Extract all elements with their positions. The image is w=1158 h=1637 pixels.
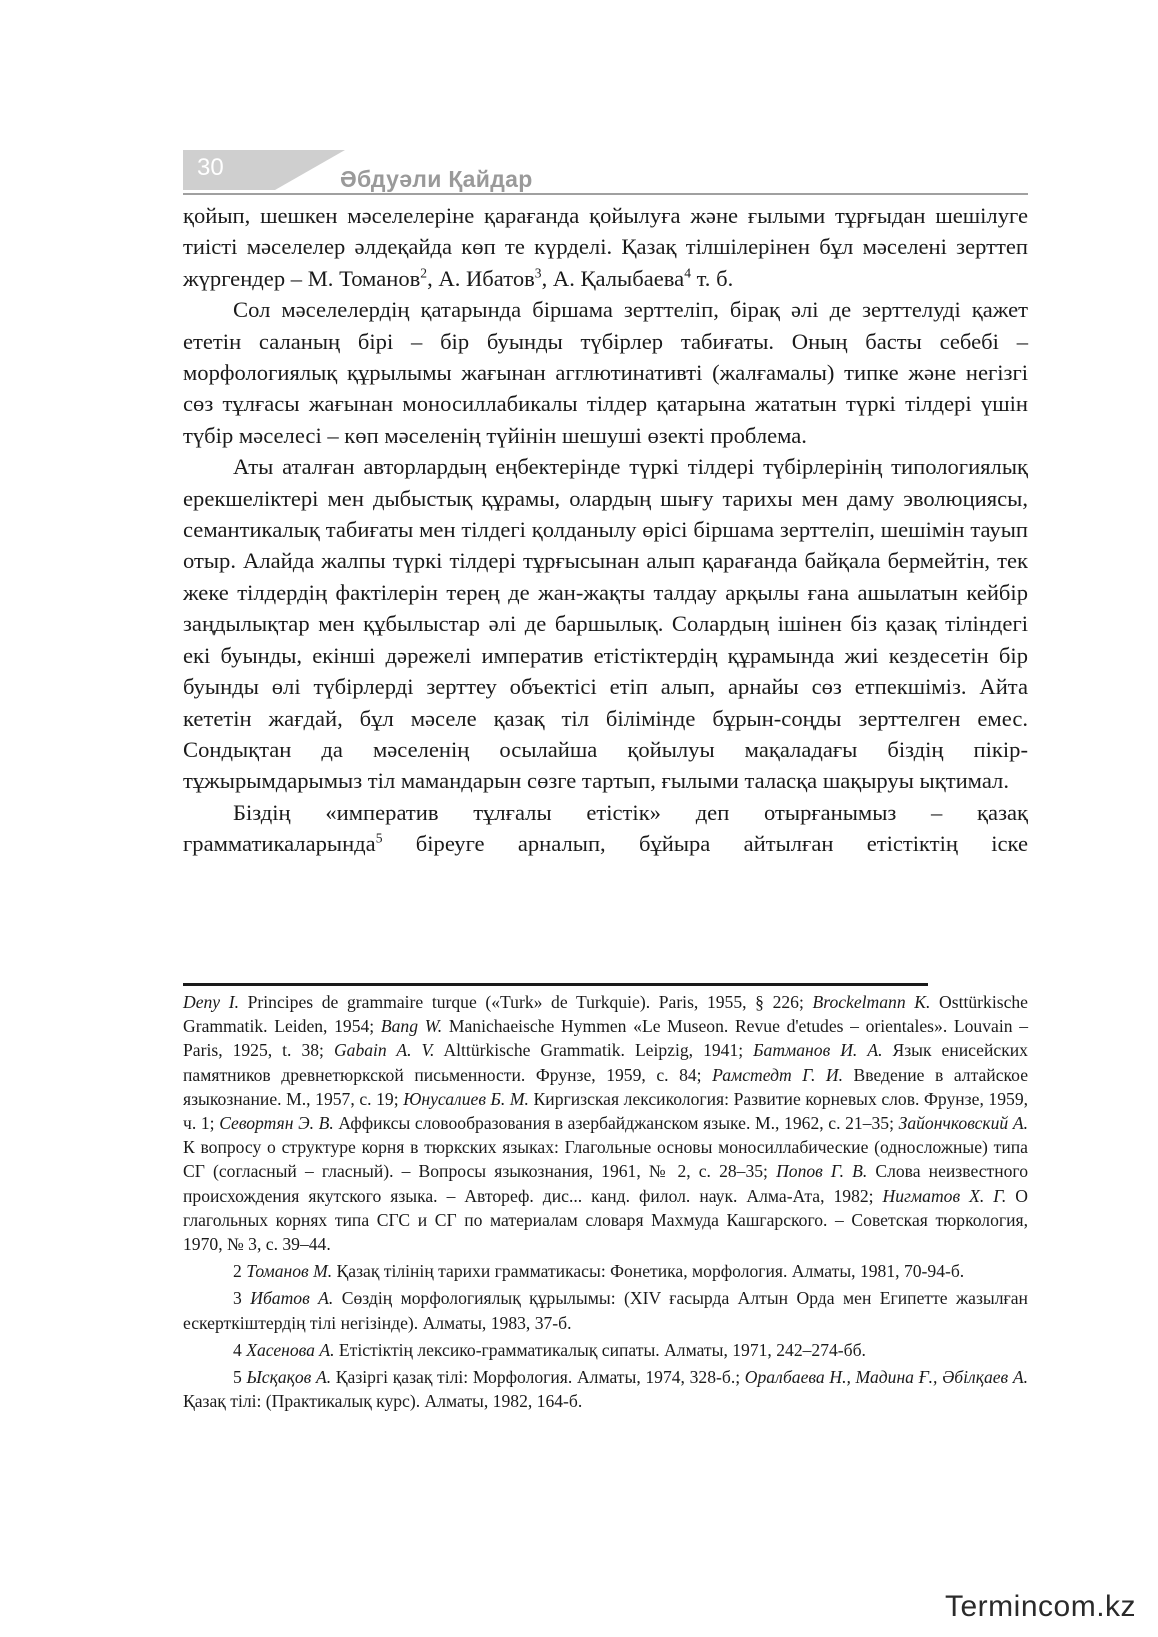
footnote-text: Manichaeische Hymmen «Le Museon. Revue d'etudes – orientales». Louvain – Paris, 1925, t. 38; [183, 1016, 1028, 1061]
footnote-text: Етістіктің лексико-грамматикалық сипаты. Алматы, 1971, 242–274-бб. [334, 1339, 866, 1360]
footnote-author: Юнусалиев Б. М. [403, 1088, 529, 1109]
footnote-ref-2[interactable]: 2 [420, 265, 428, 281]
footnote-author: Bang W. [380, 1016, 443, 1037]
footnote-3 [183, 1286, 1028, 1334]
footnote-number: 3 [233, 1288, 251, 1309]
paragraph-4-text-b: біреуге арналып, бұйыра айтылған етістіктің іске [382, 831, 1028, 857]
header-divider [183, 193, 1028, 195]
footnote-4 [183, 1338, 1028, 1362]
footnote-author: Рамстедт Г. И. [712, 1064, 843, 1085]
footnote-ref-4[interactable]: 4 [684, 265, 691, 281]
footnote-1 [183, 990, 1028, 1256]
body-text [183, 200, 1028, 860]
running-header-title: Әбдуәли Қайдар [340, 166, 533, 192]
footnote-ref-3[interactable]: 3 [534, 265, 542, 281]
footnote-text: Қазіргі қазақ тілі: Морфология. Алматы, 1974, 328-б.; [331, 1367, 745, 1388]
footnote-author: Ибатов А. [250, 1288, 334, 1309]
footnote-number: 5 [233, 1367, 247, 1388]
footnote-text: Alttürkische Grammatik. Leipzig, 1941; [434, 1040, 754, 1061]
paragraph-1 [183, 200, 1028, 294]
footnote-author: Попов Г. В. [776, 1161, 868, 1182]
paragraph-1-text-a: қойып, шешкен мәселелеріне қарағанда қойылуға және ғылыми тұрғыдан шешілуге тиісті мәселелер әлдеқайда көп те күрделі. Қазақ тілшілерінен бұл мәселені зерттеп жүргендер – М. Томанов [183, 203, 1028, 291]
footnote-text: Аффиксы словообразования в азербайджанском языке. М., 1962, с. 21–35; [333, 1113, 899, 1134]
footnote-text: Слова неизвестного происхождения якутского языка. – Автореф. дис... канд. филол. наук. Алма-Ата, 1982; [183, 1161, 1028, 1206]
footnote-author: Brockelmann K. [812, 992, 931, 1012]
footnote-author: Зайончковский А. [898, 1113, 1028, 1134]
footnote-text: Киргизская лексикология: Развитие корневых слов. Фрунзе, 1959, ч. 1; [183, 1088, 1029, 1134]
footnote-author: Томанов М. [246, 1261, 333, 1282]
footnote-number: 4 [233, 1339, 247, 1360]
footnote-text: Қазақ тілінің тарихи грамматикасы: Фонетика, морфология. Алматы, 1981, 70-94-б. [332, 1261, 965, 1282]
footnote-2 [183, 1259, 1028, 1283]
paragraph-2: Сол мәселелердің қатарында біршама зерттеліп, бірақ әлі де зерттелуді қажет ететін саланың бірі – бір буынды түбірлер табиғаты. Оның басты себебі – морфологиялық құрылымы жағынан агглютинативті (жалғамалы) типке және негізгі сөз тұлғасы жағынан моносиллабикалы тілдер қатарына жататын түркі тілдері үшін түбір мәселесі – көп мәселенің түйінін шешуші өзекті проблема. [183, 297, 1028, 448]
footnotes [183, 990, 1028, 1413]
footnote-text: Введение в алтайское языкознание. М., 1957, с. 19; [183, 1064, 1029, 1109]
paragraph-1-text-c: , А. Қалыбаева [541, 265, 685, 291]
footnote-text: Язык енисейских памятников древнетюркской письменности. Фрунзе, 1959, с. 84; [183, 1040, 1028, 1085]
paragraph-4-text-a: Біздің «императив тұлғалы етістік» деп отырғанымыз – қазақ грамматикаларында [183, 799, 1028, 857]
footnote-author: Gabain A. V. [333, 1040, 435, 1061]
footnote-ref-5[interactable]: 5 [375, 830, 383, 846]
footnote-text: Osttürkische Grammatik. Leiden, 1954; [183, 992, 1028, 1037]
footnote-divider [183, 983, 928, 986]
footnote-author: Ысқақов А. [246, 1367, 332, 1388]
footnote-author: Батманов И. А. [753, 1040, 883, 1061]
footnote-author: Нигматов Х. Г. [882, 1185, 1007, 1206]
footnote-author: Севортян Э. В. [219, 1113, 334, 1134]
paragraph-1-text-b: , А. Ибатов [427, 265, 535, 291]
footnote-number: 2 [233, 1261, 247, 1282]
footnote-text: Қазақ тілі: (Практикалық курс). Алматы, 1982, 164-б. [183, 1391, 583, 1412]
footnote-text: Сөздің морфологиялық құрылымы: (XIV ғасырда Алтын Орда мен Египетте жазылған ескерткіштердің тілі негізінде). Алматы, 1983, 37-б. [183, 1288, 1028, 1333]
footnote-text: Principes de grammaire turque («Turk» de Turkquie). Paris, 1955, § 226; [239, 992, 813, 1012]
paragraph-1-text-d: т. б. [690, 265, 734, 291]
page-number: 30 [197, 154, 224, 181]
watermark-logo: Termincom.kz [945, 1590, 1137, 1623]
footnote-text: К вопросу о структуре корня в тюркских языках: Глагольные основы моносиллабические (односложные) типа СГ (согласный – гласный). – Вопросы языкознания, 1961, № 2, с. 28–35; [183, 1137, 1028, 1182]
footnote-text: О глагольных корнях типа СГС и СГ по материалам словаря Махмуда Кашгарского. – Советская тюркология, 1970, № 3, с. 39–44. [183, 1185, 1028, 1255]
footnote-author: Deny I. [183, 992, 240, 1012]
paragraph-3: Аты аталған авторлардың еңбектерінде түркі тілдері түбірлерінің типологиялық ерекшеліктері мен дыбыстық құрамы, олардың шығу тарихы мен даму эволюциясы, семантикалық табиғаты мен тілдегі қолданылу өрісі біршама зерттеліп, шешімін тауып отыр. Алайда жалпы түркі тілдері тұрғысынан алып қарағанда байқала бермейтін, тек жеке тілдердің фактілерін терең де жан-жақты талдау арқылы ғана ашылатын кейбір заңдылықтар мен құбылыстар әлі де баршылық. Солардың ішінен біз қазақ тіліндегі екі буынды, екінші дәрежелі императив етістіктердің құрамында жиі кездесетін бір буынды өлі түбірлерді зерттеу объектісі етіп алып, арнайы сөз етпекшіміз. Айта кететін жағдай, бұл мәселе қазақ тіл білімінде бұрын-соңды зерттелген емес. Сондықтан да мәселенің осылайша қойылуы мақаладағы біздің пікір-тұжырымдарымыз тіл мамандарын сөзге тартып, ғылыми таласқа шақыруы ықтимал. [183, 454, 1028, 794]
paragraph-4 [183, 797, 1028, 860]
footnote-5 [183, 1365, 1028, 1413]
footnote-author: Хасенова А. [246, 1339, 335, 1360]
footnote-author: Оралбаева Н., Мадина Ғ., Әбілқаев А. [744, 1367, 1028, 1388]
